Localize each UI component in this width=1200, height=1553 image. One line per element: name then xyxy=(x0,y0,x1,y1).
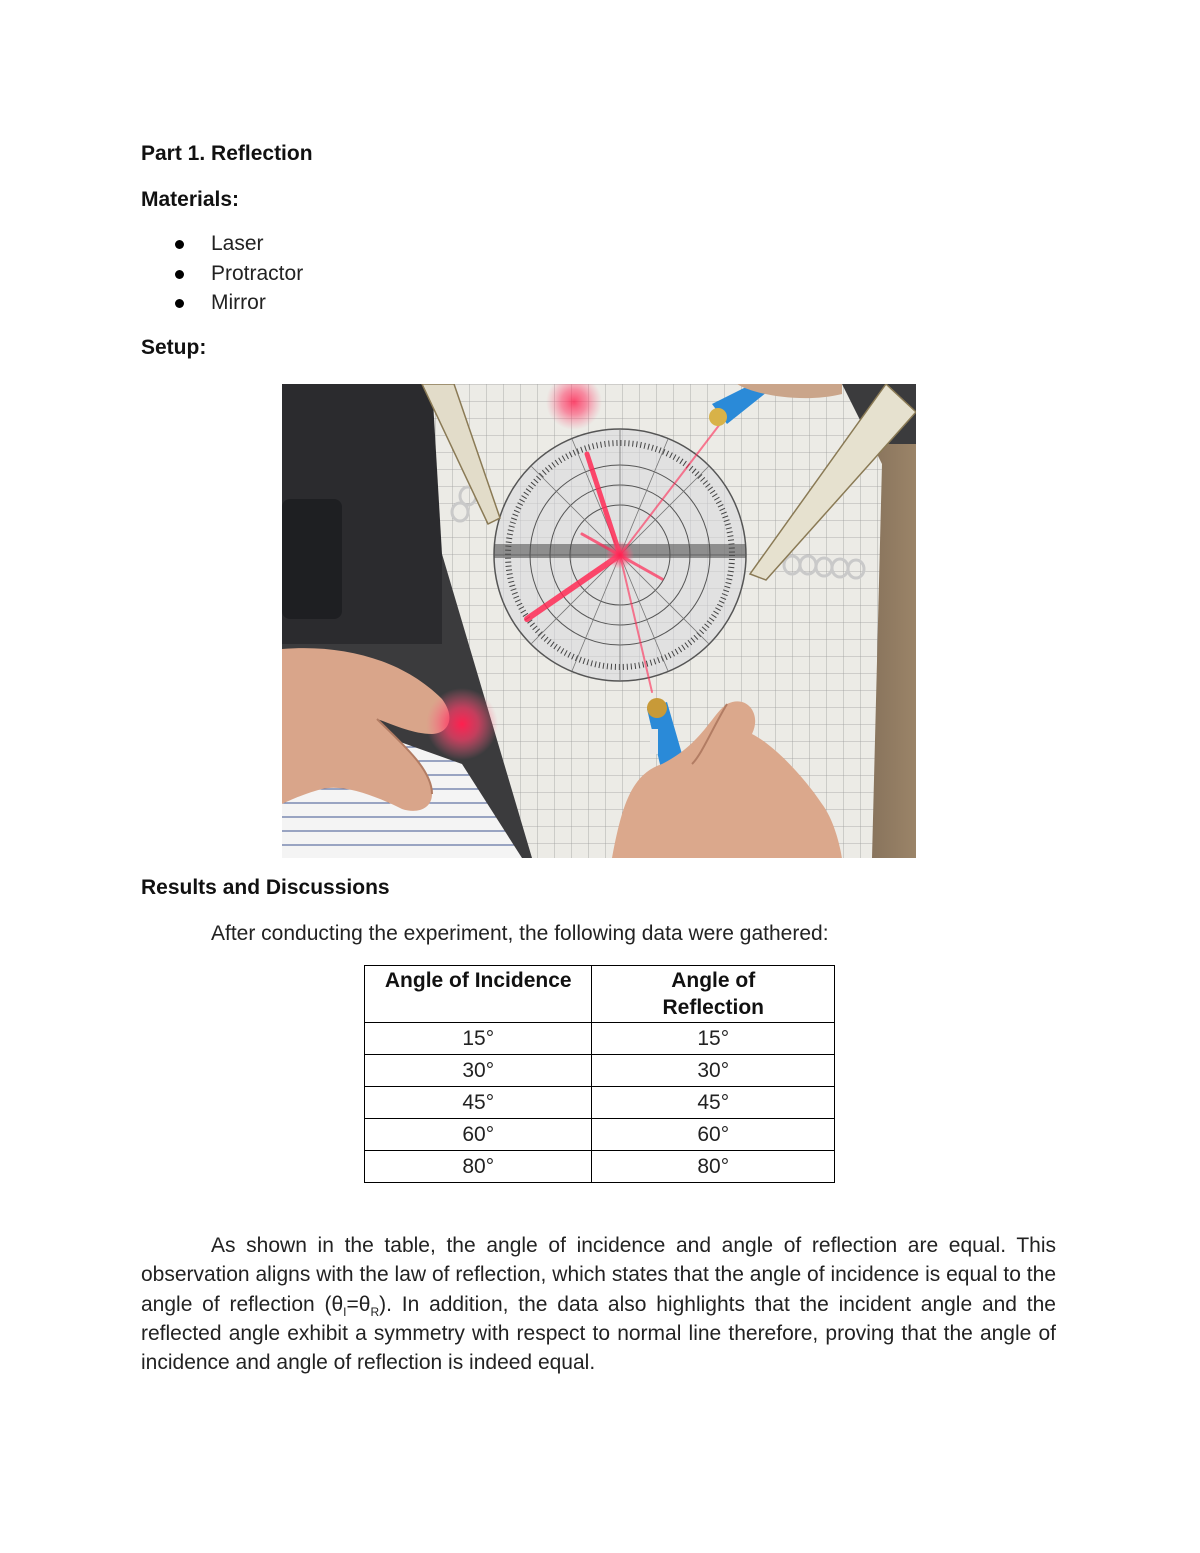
incidence-cell: 30° xyxy=(365,1055,592,1087)
discussion-text-2: ). In addition, the data also highlights that the incident angle and the reflected angle exhibit a symmetry with respect to normal line therefore, proving that the angle of incidence and angle of reflection is indeed equal. xyxy=(141,1292,1056,1375)
materials-heading: Materials: xyxy=(141,188,240,211)
incidence-cell: 15° xyxy=(365,1023,592,1055)
part-title: Part 1. Reflection xyxy=(141,142,313,165)
list-item xyxy=(141,229,303,259)
discussion-paragraph xyxy=(141,1231,1056,1377)
list-item xyxy=(141,288,303,318)
phone-shape xyxy=(282,499,342,619)
table-row xyxy=(365,1087,835,1119)
setup-heading: Setup: xyxy=(141,336,207,359)
column-header-incidence: Angle of Incidence xyxy=(365,966,592,1023)
angle-table xyxy=(364,965,835,1183)
theta-incidence-subscript: I xyxy=(343,1304,347,1319)
materials-list xyxy=(141,229,303,318)
bullet-icon xyxy=(175,270,184,279)
discussion-text-1: As shown in the table, the angle of incidence and angle of reflection are equal. This observation aligns with the law of reflection, which states that the angle of incidence is equal to the angle of reflection (θ xyxy=(141,1234,1056,1316)
column-header-reflection: Angle of Reflection xyxy=(592,966,835,1023)
bullet-icon xyxy=(175,240,184,249)
reflection-cell: 60° xyxy=(592,1119,835,1151)
reflection-cell: 15° xyxy=(592,1023,835,1055)
results-heading: Results and Discussions xyxy=(141,876,390,899)
setup-photo xyxy=(282,384,916,858)
incidence-cell: 45° xyxy=(365,1087,592,1119)
table-row xyxy=(365,1151,835,1183)
material-label: Laser xyxy=(211,232,264,255)
equals-theta: =θ xyxy=(346,1292,371,1316)
incidence-cell: 80° xyxy=(365,1151,592,1183)
material-label: Protractor xyxy=(211,261,304,285)
theta-reflection-subscript: R xyxy=(370,1304,380,1319)
table-row xyxy=(365,1023,835,1055)
reflection-cell: 30° xyxy=(592,1055,835,1087)
list-item xyxy=(141,259,303,289)
reflection-cell: 80° xyxy=(592,1151,835,1183)
bullet-icon xyxy=(175,299,184,308)
table-header-row xyxy=(365,966,835,1023)
incidence-cell: 60° xyxy=(365,1119,592,1151)
material-label: Mirror xyxy=(211,291,266,314)
table-row xyxy=(365,1055,835,1087)
reflection-cell: 45° xyxy=(592,1087,835,1119)
table-row xyxy=(365,1119,835,1151)
results-intro: After conducting the experiment, the following data were gathered: xyxy=(211,922,829,945)
